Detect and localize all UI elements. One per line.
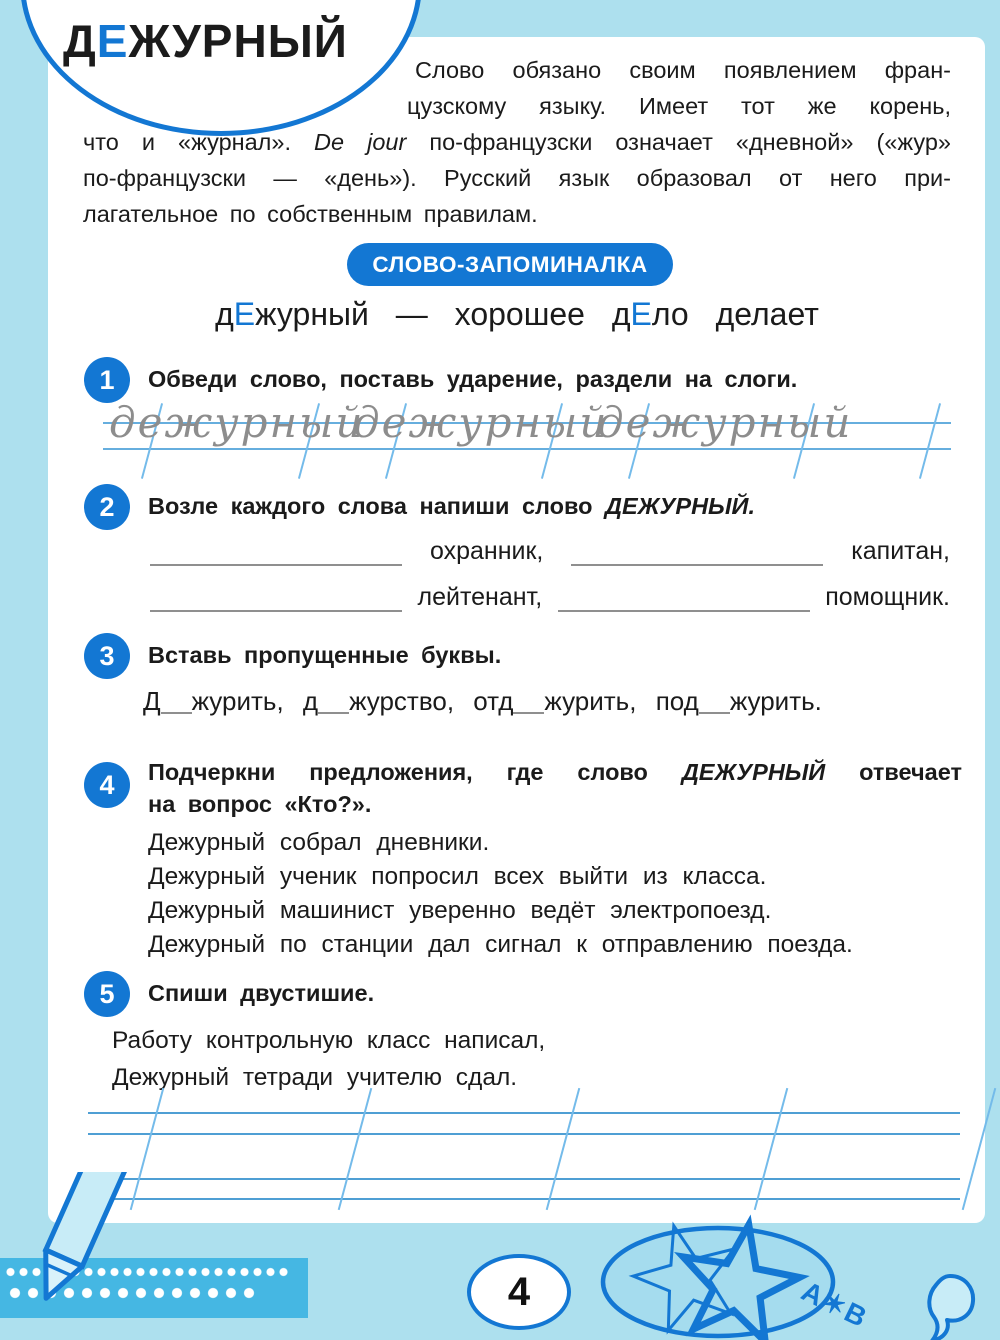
word-part: под	[655, 686, 699, 716]
de-jour-italic: De jour	[314, 129, 407, 155]
word-label: охранник,	[429, 537, 544, 565]
answer-blank	[150, 564, 402, 566]
intro-line-3a: что и «журнал».	[83, 129, 315, 155]
intro-line-2: цузскому языку. Имеет тот же корень,	[407, 93, 951, 119]
answer-blank	[558, 610, 810, 612]
answer-row	[150, 580, 950, 612]
sentence-line: Дежурный машинист уверенно ведёт электропоезд.	[148, 897, 772, 924]
exercise-2-title	[148, 493, 755, 520]
handwriting-ruling	[103, 398, 951, 478]
couplet-line: Работу контрольную класс написал,	[112, 1027, 546, 1054]
exercise-1-number-badge: 1	[84, 357, 130, 403]
word-part: журство,	[349, 686, 455, 716]
exercise-4-title-keyword: ДЕЖУРНЫЙ	[681, 759, 826, 785]
exercise-3-title: Вставь пропущенные буквы.	[148, 642, 502, 668]
exercise-4-title	[148, 756, 962, 820]
mnemonic-part: ло делает	[651, 296, 819, 332]
handwriting-word: дежурный	[109, 398, 365, 447]
pencil-icon	[5, 1172, 135, 1332]
mnemonic-part: журный — хорошее д	[255, 296, 631, 332]
intro-line-5: лагательное по собственным правилам.	[83, 201, 538, 227]
exercise-2-title-text: Возле каждого слова напиши слово	[148, 493, 606, 519]
page-number-badge	[467, 1254, 571, 1330]
badge-label: СЛОВО-ЗАПОМИНАЛКА	[372, 251, 648, 277]
word-part: журить,	[191, 686, 284, 716]
stamp-text: А✶В	[796, 1275, 874, 1334]
couplet-line: Дежурный тетради учителю сдал.	[112, 1064, 518, 1091]
exercise-1-title: Обведи слово, поставь ударение, раздели на слоги.	[148, 366, 798, 392]
mnemonic-accent-letter: Е	[630, 296, 652, 332]
missing-letters-line	[143, 686, 822, 717]
word-part: журить,	[544, 686, 637, 716]
missing-letter-gap	[161, 698, 192, 714]
answer-blank	[150, 610, 402, 612]
answer-row	[150, 534, 950, 566]
couplet	[112, 1022, 545, 1096]
word-part: журить.	[729, 686, 822, 716]
intro-paragraph	[83, 52, 951, 232]
missing-letter-gap	[513, 698, 544, 714]
sentence-line: Дежурный ученик попросил всех выйти из класса.	[148, 863, 767, 890]
exercise-4-title-line-1	[148, 756, 962, 788]
answer-blank	[571, 564, 823, 566]
exercise-2-number-badge: 2	[84, 484, 130, 530]
ruled-line	[88, 1178, 960, 1180]
intro-line-1: Слово обязано своим появлением фран-	[415, 57, 951, 83]
slant-guide-line	[754, 1088, 789, 1210]
mnemonic-part: д	[215, 296, 234, 332]
ruled-line	[103, 448, 951, 450]
word-label: капитан,	[851, 537, 950, 565]
handwriting-word: дежурный	[353, 398, 609, 447]
mnemonic-accent-letter: Е	[233, 296, 256, 332]
missing-letter-gap	[699, 698, 730, 714]
ruled-line	[88, 1198, 960, 1200]
word-part: д	[302, 686, 319, 716]
word-label: лейтенант,	[417, 583, 543, 611]
ruled-line	[88, 1133, 960, 1135]
exercise-2-title-keyword: ДЕЖУРНЫЙ.	[605, 493, 755, 519]
title-accent-letter: Е	[96, 15, 129, 67]
exercise-4-title-text: Подчеркни предложения, где слово	[148, 759, 682, 785]
slant-guide-line	[546, 1088, 581, 1210]
intro-line-4: по-французски — «день»). Русский язык образовал от него при-	[83, 165, 951, 191]
exercise-5-number-badge: 5	[84, 971, 130, 1017]
exercise-4-title-text: отвечает	[825, 759, 962, 785]
missing-letter-gap	[318, 698, 349, 714]
writing-grid	[88, 1092, 960, 1207]
curl-icon	[916, 1272, 978, 1340]
intro-line-3c: по-французски означает «дневной» («жур»	[406, 129, 951, 155]
handwriting-word: дежурный	[597, 398, 853, 447]
exercise-4-title-line-2: на вопрос «Кто?».	[148, 791, 372, 817]
sentence-line: Дежурный собрал дневники.	[148, 829, 490, 856]
ruled-line	[88, 1112, 960, 1114]
exercise-4-number-badge: 4	[84, 762, 130, 808]
word-label: помощник.	[825, 583, 950, 611]
mnemonic-line	[83, 296, 951, 333]
mnemonic-badge	[347, 243, 673, 286]
sentence-list	[148, 826, 853, 962]
slant-guide-line	[919, 403, 941, 479]
title-pre: Д	[63, 15, 97, 67]
sentence-line: Дежурный по станции дал сигнал к отправлению поезда.	[148, 931, 853, 958]
intro-line-3	[83, 124, 951, 160]
page-number: 4	[507, 1269, 531, 1314]
word-part: отд	[473, 686, 514, 716]
slant-guide-line	[338, 1088, 373, 1210]
title-post: ЖУРНЫЙ	[128, 15, 348, 67]
word-part: Д	[143, 686, 161, 716]
exercise-3-number-badge: 3	[84, 633, 130, 679]
exercise-5-title: Спиши двустишие.	[148, 980, 375, 1006]
